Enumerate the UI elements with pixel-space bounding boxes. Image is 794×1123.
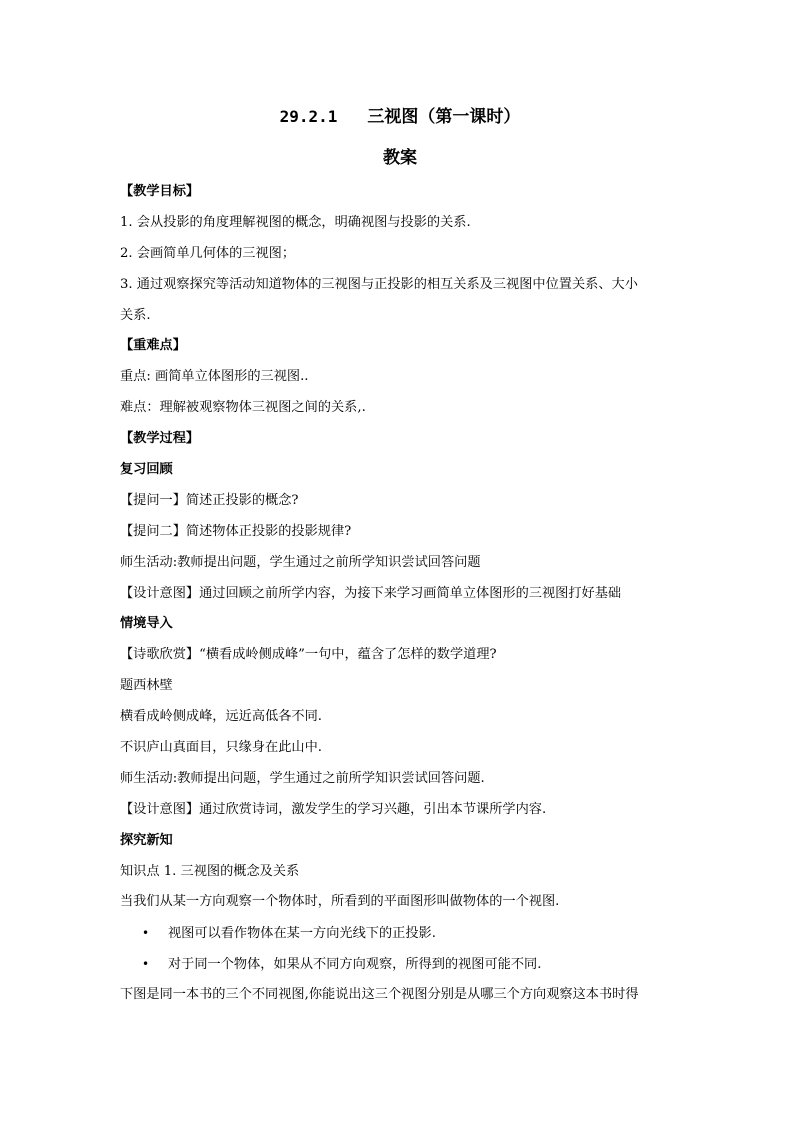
poem-prompt: 【诗歌欣赏】“横看成岭侧成峰”一句中，蕴含了怎样的数学道理? bbox=[120, 647, 497, 663]
bullet-item-2 bbox=[120, 949, 680, 980]
review-heading: 复习回顾 bbox=[120, 462, 173, 478]
view-definition: 当我们从某一方向观察一个物体时，所看到的平面图形叫做物体的一个视图. bbox=[120, 894, 560, 910]
document-body bbox=[120, 103, 680, 1011]
key-point: 重点: 画简单立体图形的三视图.. bbox=[120, 369, 309, 385]
goals-heading: 【教学目标】 bbox=[120, 184, 200, 199]
poem-title: 题西林壁 bbox=[120, 678, 173, 694]
section-number: 29.2.1 bbox=[279, 107, 338, 126]
bullet-text-2: 对于同一个物体，如果从不同方向观察，所得到的视图可能不同. bbox=[168, 957, 542, 973]
closing-line: 下图是同一本书的三个不同视图,你能说出这三个视图分别是从哪三个方向观察这本书时得 bbox=[120, 987, 639, 1003]
design-intent-1: 【设计意图】通过回顾之前所学内容，为接下来学习画简单立体图形的三视图打好基础 bbox=[120, 585, 622, 601]
goal-2: 2. 会画简单几何体的三视图； bbox=[120, 245, 296, 261]
knowledge-point-1: 知识点 1. 三视图的概念及关系 bbox=[120, 863, 300, 879]
bullet-icon: • bbox=[142, 926, 150, 941]
poem-line-1: 横看成岭侧成峰，远近高低各不同. bbox=[120, 709, 323, 725]
goal-1: 1. 会从投影的角度理解视图的概念，明确视图与投影的关系. bbox=[120, 214, 471, 230]
process-heading: 【教学过程】 bbox=[120, 431, 200, 447]
bullet-text-1: 视图可以看作物体在某一方向光线下的正投影. bbox=[168, 926, 436, 942]
design-intent-2: 【设计意图】通过欣赏诗词，激发学生的学习兴趣，引出本节课所学内容. bbox=[120, 801, 547, 817]
activity-2: 师生活动:教师提出问题，学生通过之前所学知识尝试回答问题. bbox=[120, 770, 485, 786]
goal-3-line-1: 3. 通过观察探究等活动知道物体的三视图与正投影的相互关系及三视图中位置关系、大小 bbox=[120, 276, 638, 292]
key-points-heading: 【重难点】 bbox=[120, 338, 186, 354]
question-1: 【提问一】简述正投影的概念? bbox=[120, 492, 299, 508]
title-text: 三视图（第一课时） bbox=[367, 107, 521, 127]
question-2: 【提问二】简述物体正投影的投影规律? bbox=[120, 523, 352, 539]
bullet-item-1 bbox=[120, 918, 680, 949]
explore-heading: 探究新知 bbox=[120, 832, 173, 848]
poem-line-2: 不识庐山真面目，只缘身在此山中. bbox=[120, 740, 323, 756]
bullet-icon: • bbox=[142, 957, 150, 972]
page-title bbox=[120, 103, 680, 131]
difficult-point: 难点：理解被观察物体三视图之间的关系,. bbox=[120, 400, 366, 416]
situation-heading: 情境导入 bbox=[120, 616, 173, 632]
goal-3-line-2: 关系. bbox=[120, 307, 151, 323]
activity-1: 师生活动:教师提出问题，学生通过之前所学知识尝试回答问题 bbox=[120, 554, 481, 570]
page-subtitle: 教案 bbox=[383, 148, 417, 168]
